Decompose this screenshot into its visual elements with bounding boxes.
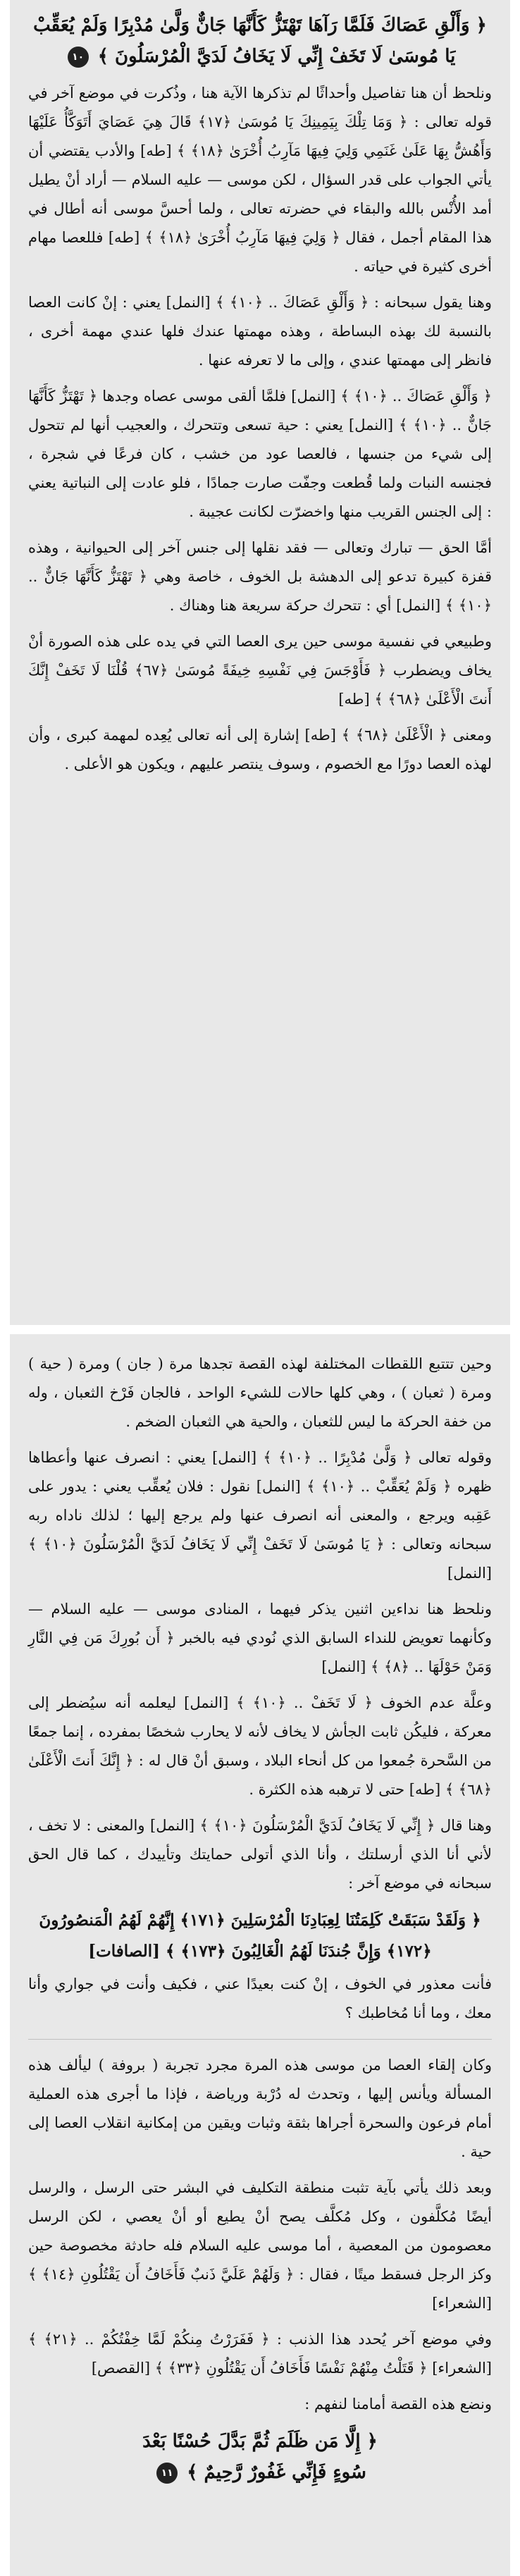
paragraph: أمَّا الحق — تبارك وتعالى — فقد نقلها إلى جنس آخر إلى الحيوانية ، وهذه قفزة كبيرة تدعو إلى الدهشة بل الخوف ، خاصة وهي ﴿ تَهْتَزُّ كَأَنَّهَا جَانٌّ .. ﴿١٠﴾ ﴾ [النمل] أي : تتحرك حركة سريعة هنا وهناك . [28, 539, 492, 614]
page-gap [0, 1325, 520, 1334]
header-ayah-line-2-text: يَا مُوسَىٰ لَا تَخَفْ إِنِّي لَا يَخَافُ لَدَيَّ الْمُرْسَلُونَ ﴾ [97, 46, 456, 67]
quran-quote: ﴿ وَلَقَدْ سَبَقَتْ كَلِمَتُنَا لِعِبَادِنَا الْمُرْسَلِينَ ﴿١٧١﴾ إِنَّهُمْ لَهُمُ الْمَنصُورُونَ ﴿١٧٢﴾ وَإِنَّ جُندَنَا لَهُمُ الْغَالِبُونَ ﴿١٧٣﴾ ﴾ [الصافات] [39, 1911, 481, 1961]
footer-ayah-line-2 [28, 2457, 492, 2488]
paragraph: ﴿ وَأَلْقِ عَصَاكَ .. ﴿١٠﴾ ﴾ [النمل] فلمَّا ألقى موسى عصاه وجدها ﴿ تَهْتَزُّ كَأَنَّهَا جَانٌّ .. ﴿١٠﴾ ﴾ [النمل] يعني : حية تسعى وتتحرك ، والعجيب أنها لم تتحول إلى شيء من جنسها ، فالعصا عود من خشب ، كان فرعًا في شجرة ، فجنسه النبات ولما قُطعت وجفّت صارت جمادًا ، فلو عادت إلى النباتية يعني : إلى الجنس القريب منها واخضرّت لكانت عجيبة . [28, 388, 493, 520]
section-divider [28, 2039, 492, 2040]
paragraph: ونضع هذه القصة أمامنا لنفهم : [304, 2396, 492, 2412]
paragraph: وحين تتتبع اللقطات المختلفة لهذه القصة تجدها مرة ( جان ) ومرة ( حية ) ومرة ( ثعبان ) ، وهي كلها حالات للشيء الواحد ، فالجان فَرْخ الثعبان ، وله من خفة الحركة ما ليس للثعبان ، والحية هي الثعبان الضخم . [28, 1355, 492, 1430]
paragraph: فأنت معذور في الخوف ، إنْ كنت بعيدًا عني ، فكيف وأنت في جواري وأنا معك ، وما أنا مُخاطبك ؟ [28, 1976, 492, 2021]
header-ayah-line-2 [28, 41, 492, 72]
paragraph: وطبيعي في نفسية موسى حين يرى العصا التي في يده على هذه الصورة أنْ يخاف ويضطرب ﴿ فَأَوْجَسَ فِي نَفْسِهِ خِيفَةً مُوسَىٰ ﴿٦٧﴾ قُلْنَا لَا تَخَفْ إِنَّكَ أَنتَ الْأَعْلَىٰ ﴿٦٨﴾ ﴾ [طه] [28, 633, 493, 708]
paragraph: وهنا قال ﴿ إِنِّي لَا يَخَافُ لَدَيَّ الْمُرْسَلُونَ ﴿١٠﴾ ﴾ [النمل] والمعنى : لا تخف ، لأني أنا الذي أرسلتك ، وأنا الذي أتولى حمايتك وتأييدك ، كما قال الحق سبحانه في موضع آخر : [28, 1817, 492, 1892]
paragraph: وفي موضع آخر يُحدد هذا الذنب : ﴿ فَفَرَرْتُ مِنكُمْ لَمَّا خِفْتُكُمْ .. ﴿٢١﴾ ﴾ [الشعراء] ﴿ قَتَلْتُ مِنْهُمْ نَفْسًا فَأَخَافُ أَن يَقْتُلُونِ ﴿٣٣﴾ ﴾ [القصص] [28, 2331, 492, 2377]
paragraph: وكان إلقاء العصا من موسى هذه المرة مجرد تجربة ( بروفة ) ليألف هذه المسألة ويأنس إليها ، وتحدث له دُرْبة ورياضة ، فإذا ما أجرى هذه العملية أمام فرعون والسحرة أجراها بثقة وثبات ويقين من إمكانية انقلاب العصا إلى حية . [28, 2057, 492, 2160]
header-ayah-line-1: ﴿ وَأَلْقِ عَصَاكَ فَلَمَّا رَآهَا تَهْتَزُّ كَأَنَّهَا جَانٌّ وَلَّىٰ مُدْبِرًا وَلَمْ يُعَقِّبْ [33, 15, 487, 36]
paragraph: ونلحظ هنا نداءين اثنين يذكر فيهما ، المنادى موسى — عليه السلام — وكأنهما تعويض للنداء السابق الذي نُودي فيه بالخبر ﴿ أَن بُورِكَ مَن فِي النَّارِ وَمَنْ حَوْلَهَا .. ﴿٨﴾ ﴾ [النمل] [28, 1601, 492, 1675]
footer-ayah [28, 2426, 492, 2488]
header-ayah [28, 10, 492, 72]
paragraph: وهنا يقول سبحانه : ﴿ وَأَلْقِ عَصَاكَ .. ﴿١٠﴾ ﴾ [النمل] يعني : إنْ كانت العصا بالنسبة لك بهذه البساطة ، وهذه مهمتها عندك فلها عندي مهمة أخرى ، فانظر إلى مهمتها عندي ، وإلى ما لا تعرفه عنها . [28, 294, 492, 369]
verse-number-marker: ١٠ [68, 47, 89, 68]
scan-panel-bottom [10, 1334, 510, 2576]
footer-ayah-line-2-text: سُوءٍ فَإِنِّي غَفُورٌ رَّحِيمٌ ﴾ [187, 2462, 366, 2483]
paragraph: ومعنى ﴿ الْأَعْلَىٰ ﴿٦٨﴾ ﴾ [طه] إشارة إلى أنه تعالى يُعِده لمهمة كبرى ، وأن لهذه العصا دورًا مع الخصوم ، وسوف ينتصر عليهم ، ويكون هو الأعلى . [28, 727, 492, 772]
footer-ayah-line-1: ﴿ إِلَّا مَن ظَلَمَ ثُمَّ بَدَّلَ حُسْنًا بَعْدَ [142, 2431, 378, 2452]
paragraph: ونلحظ أن هنا تفاصيل وأحداثًا لم تذكرها الآية هنا ، وذُكرت في موضع آخر في قوله تعالى : ﴿ وَمَا تِلْكَ بِيَمِينِكَ يَا مُوسَىٰ ﴿١٧﴾ قَالَ هِيَ عَصَايَ أَتَوَكَّأُ عَلَيْهَا وَأَهُشُّ بِهَا عَلَىٰ غَنَمِي وَلِيَ فِيهَا مَآرِبُ أُخْرَىٰ ﴿١٨﴾ ﴾ [طه] والأدب يقتضي أن يأتي الجواب على قدر السؤال ، لكن موسى — عليه السلام — أراد أنْ يطيل أمد الأُنْس بالله والبقاء في حضرته تعالى ، ولما أحسَّ موسى أنه أطال في هذا المقام أجمل ، فقال ﴿ وَلِيَ فِيهَا مَآرِبُ أُخْرَىٰ ﴿١٨﴾ ﴾ [طه] فللعصا مهام أخرى كثيرة في حياته . [28, 85, 493, 275]
paragraph: وبعد ذلك يأتي بآية تثبت منطقة التكليف في البشر حتى الرسل ، والرسل أيضًا مُكلَّفون ، وكل مُكلَّف يصح أنْ يطيع أو أنْ يعصي ، لكن الرسل معصومون من المعصية ، أما موسى عليه السلام فله حادثة مخصوصة حين وكز الرجل فسقط ميتًا ، فقال : ﴿ وَلَهُمْ عَلَيَّ ذَنبٌ فَأَخَافُ أَن يَقْتُلُونِ ﴿١٤﴾ ﴾ [الشعراء] [28, 2179, 492, 2312]
paragraph: وقوله تعالى ﴿ وَلَّىٰ مُدْبِرًا .. ﴿١٠﴾ ﴾ [النمل] يعني : انصرف عنها وأعطاها ظهره ﴿ وَلَمْ يُعَقِّبْ .. ﴿١٠﴾ ﴾ [النمل] نقول : فلان يُعقِّب يعني : يدور على عَقِبه ويرجع ، والمعنى أنه انصرف عنها ولم يرجع إليها ؛ لذلك ناداه ربه سبحانه وتعالى : ﴿ يَا مُوسَىٰ لَا تَخَفْ إِنِّي لَا يَخَافُ لَدَيَّ الْمُرْسَلُونَ ﴿١٠﴾ ﴾ [النمل] [28, 1449, 493, 1582]
verse-number-marker: ١١ [156, 2463, 178, 2484]
paragraph: وعلَّة عدم الخوف ﴿ لَا تَخَفْ .. ﴿١٠﴾ ﴾ [النمل] ليعلمه أنه سيُضطر إلى معركة ، فليكُن ثابت الجأش لا يخاف لأنه لا يحارب شخصًا بمفرده ، إنما جمعًا من السَّحرة جُمعوا من كل أنحاء البلاد ، وسبق أنْ قال له : ﴿ إِنَّكَ أَنتَ الْأَعْلَىٰ ﴿٦٨﴾ ﴾ [طه] حتى لا ترهبه هذه الكثرة . [28, 1694, 492, 1798]
scan-panel-top [10, 0, 510, 1325]
